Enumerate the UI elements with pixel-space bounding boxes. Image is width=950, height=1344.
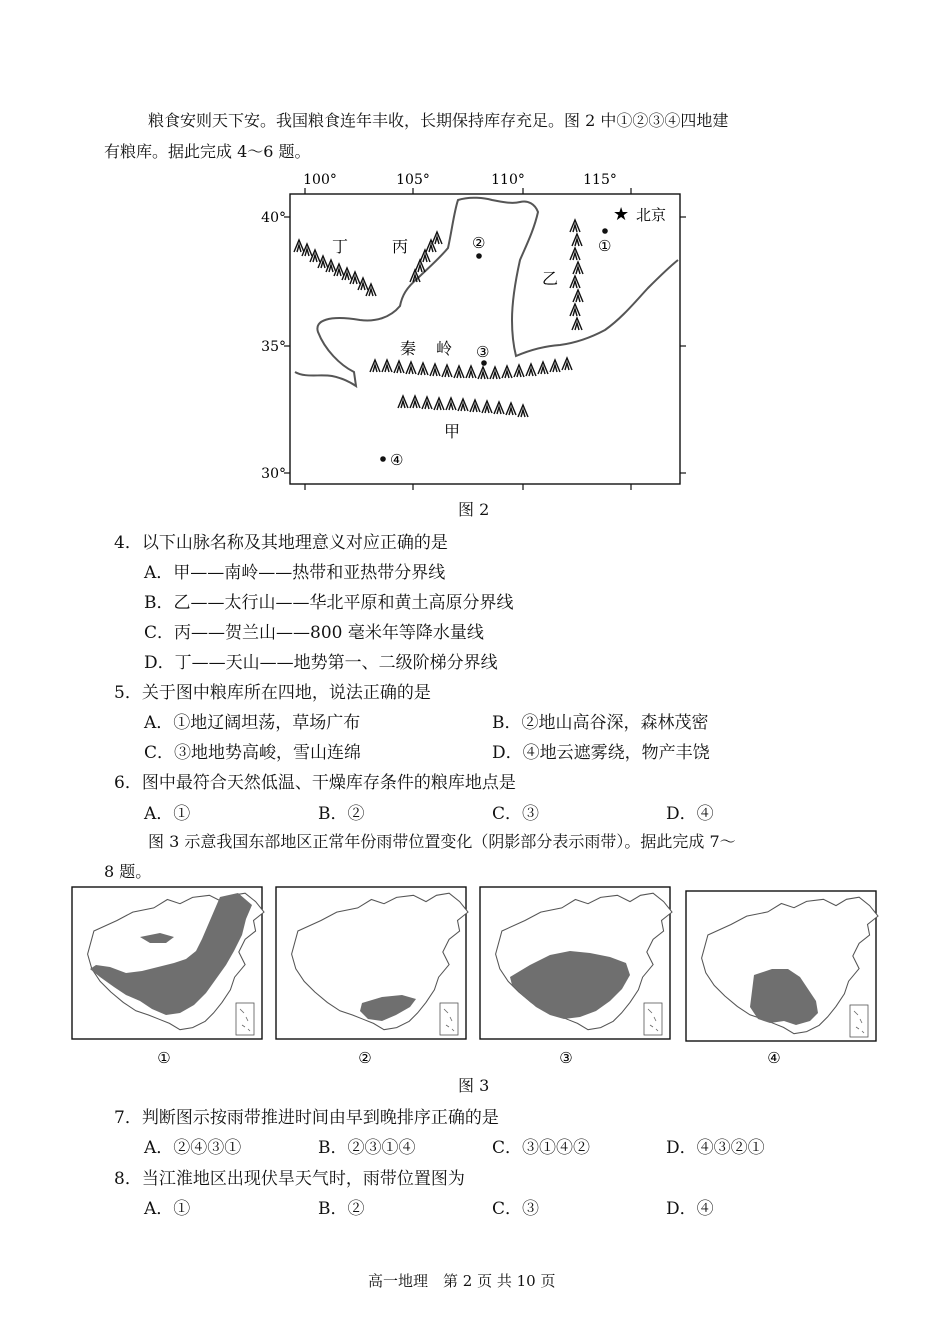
q6-option-a: A．① [144,804,191,824]
q5-option-c: C．③地地势高峻，雪山连绵 [144,743,362,763]
label-yi: 乙 [542,269,559,288]
map-label-4: ④ [767,1049,781,1067]
q6-option-b: B．② [318,804,365,824]
intro-line-1: 粮食安则天下安。我国粮食连年丰收，长期保持库存充足。图 2 中①②③④四地建 [148,111,729,130]
q8-option-b: B．② [318,1199,365,1219]
q5-option-a: A．①地辽阔坦荡，草场广布 [144,713,361,733]
beijing-star-icon: ★ [613,204,630,225]
lat-label-30: 30° [261,466,286,482]
label-qin: 秦 [400,339,417,358]
rain-map-3 [480,887,672,1039]
q4-option-b: B．乙——太行山——华北平原和黄土高原分界线 [144,593,514,613]
label-jia: 甲 [444,422,461,441]
q6-option-c: C．③ [492,804,540,824]
q6-option-d: D．④ [666,804,714,824]
figure-2-map [250,160,700,500]
page-footer: 高一地理 第 2 页 共 10 页 [368,1272,556,1290]
granary-3-label: ③ [476,343,490,361]
q8-stem: 8．当江淮地区出现伏旱天气时，雨带位置图为 [114,1169,465,1189]
granary-2-dot [476,253,482,259]
lon-label-115: 115° [583,172,617,188]
granary-2-label: ② [472,234,486,252]
map-label-1: ① [157,1049,171,1067]
q5-stem: 5．关于图中粮库所在四地，说法正确的是 [114,683,431,703]
q7-option-b: B．②③①④ [318,1138,416,1158]
q7-stem: 7．判断图示按雨带推进时间由早到晚排序正确的是 [114,1108,499,1128]
map-label-2: ② [358,1049,372,1067]
q4-option-a: A．甲——南岭——热带和亚热带分界线 [144,563,446,583]
beijing-label: 北京 [636,206,667,224]
label-ding: 丁 [332,237,349,256]
q5-option-b: B．②地山高谷深，森林茂密 [492,713,709,733]
lat-label-35: 35° [261,339,286,355]
figure-3-maps [70,885,882,1070]
q8-option-c: C．③ [492,1199,540,1219]
q4-option-c: C．丙——贺兰山——800 毫米年等降水量线 [144,623,484,643]
rain-map-1 [72,887,264,1039]
granary-4-label: ④ [390,451,404,469]
rain-map-4 [686,891,878,1041]
q6-stem: 6．图中最符合天然低温、干燥库存条件的粮库地点是 [114,773,516,793]
q7-option-c: C．③①④② [492,1138,591,1158]
intro-line-2: 有粮库。据此完成 4～6 题。 [104,142,311,161]
lon-label-110: 110° [491,172,525,188]
q8-option-a: A．① [144,1199,191,1219]
granary-3-dot [481,360,487,366]
lon-label-105: 105° [396,172,430,188]
label-ling: 岭 [436,339,453,358]
q5-option-d: D．④地云遮雾绕，物产丰饶 [492,743,710,763]
granary-1-dot [602,228,608,234]
q4-stem: 4．以下山脉名称及其地理意义对应正确的是 [114,533,448,553]
map-label-3: ③ [559,1049,573,1067]
granary-4-dot [380,456,386,462]
lat-label-40: 40° [261,210,286,226]
figure-3-caption: 图 3 [458,1076,490,1095]
q4-option-d: D．丁——天山——地势第一、二级阶梯分界线 [144,653,498,673]
granary-1-label: ① [598,237,612,255]
q8-option-d: D．④ [666,1199,714,1219]
lon-label-100: 100° [303,172,337,188]
q7-option-d: D．④③②① [666,1138,765,1158]
intro2-line-2: 8 题。 [104,862,152,881]
rain-map-2 [276,887,468,1039]
intro2-line-1: 图 3 示意我国东部地区正常年份雨带位置变化（阴影部分表示雨带）。据此完成 7～ [148,832,736,851]
q7-option-a: A．②④③① [144,1138,242,1158]
label-bing: 丙 [392,237,409,256]
figure-2-caption: 图 2 [458,500,490,519]
